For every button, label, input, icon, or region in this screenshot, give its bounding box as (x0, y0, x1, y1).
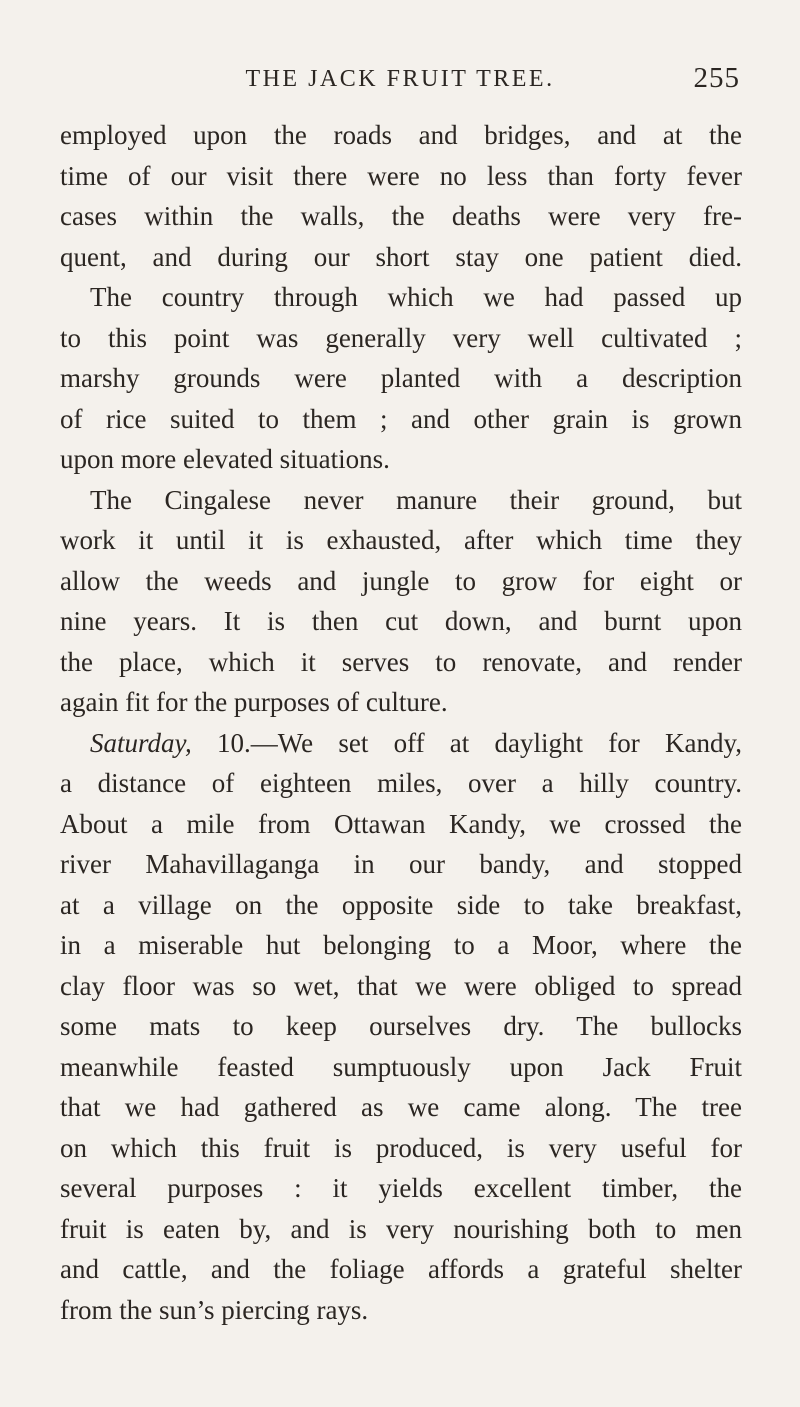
text-line: nine years. It is then cut down, and burnt upon (60, 606, 742, 636)
text-line: to this point was generally very well cultivated ; (60, 322, 742, 353)
text-line: some mats to keep ourselves dry. The bullocks (60, 1011, 742, 1041)
body-text (60, 115, 742, 1330)
text-line: meanwhile feasted sumptuously upon Jack Fruit (60, 1051, 742, 1082)
text-line: clay floor was so wet, that we were obliged to spread (60, 970, 742, 1001)
text-line: allow the weeds and jungle to grow for eight or (60, 565, 742, 596)
text-line-with-date (60, 723, 742, 764)
text-line: in a miserable hut belonging to a Moor, where the (60, 930, 742, 960)
text-line: several purposes : it yields excellent timber, the (60, 1173, 742, 1203)
text-line: The country through which we had passed up (90, 282, 742, 312)
text-line: fruit is eaten by, and is very nourishing both to men (60, 1213, 742, 1244)
running-head (60, 62, 740, 102)
page-number: 255 (693, 62, 740, 94)
text-line-remainder: 10.—We set off at daylight for Kandy, (217, 727, 742, 758)
text-line: that we had gathered as we came along. The tree (60, 1092, 742, 1122)
text-line: upon more elevated situations. (60, 444, 390, 474)
text-line: from the sun’s piercing rays. (60, 1294, 369, 1325)
running-title: THE JACK FRUIT TREE. (245, 66, 555, 92)
text-line: again fit for the purposes of culture. (60, 687, 448, 717)
text-line: marshy grounds were planted with a description (60, 363, 742, 393)
text-line: of rice suited to them ; and other grain is grown (60, 403, 742, 434)
text-line: cases within the walls, the deaths were very fre- (60, 201, 742, 231)
text-line: river Mahavillaganga in our bandy, and stopped (60, 849, 742, 879)
text-line: and cattle, and the foliage affords a grateful shelter (60, 1254, 742, 1284)
text-line: a distance of eighteen miles, over a hilly country. (60, 768, 742, 798)
text-line: quent, and during our short stay one patient died. (60, 241, 742, 272)
text-line: time of our visit there were no less than forty fever (60, 160, 742, 191)
text-line: work it until it is exhausted, after which time they (60, 525, 742, 555)
text-line: on which this fruit is produced, is very useful for (60, 1132, 742, 1163)
text-line: About a mile from Ottawan Kandy, we crossed the (60, 808, 742, 839)
saturday-label: Saturday, (90, 727, 192, 758)
text-line: employed upon the roads and bridges, and at the (60, 120, 742, 150)
text-line: at a village on the opposite side to take breakfast, (60, 889, 742, 920)
text-line: The Cingalese never manure their ground, but (90, 484, 742, 515)
text-line: the place, which it serves to renovate, and render (60, 646, 742, 677)
